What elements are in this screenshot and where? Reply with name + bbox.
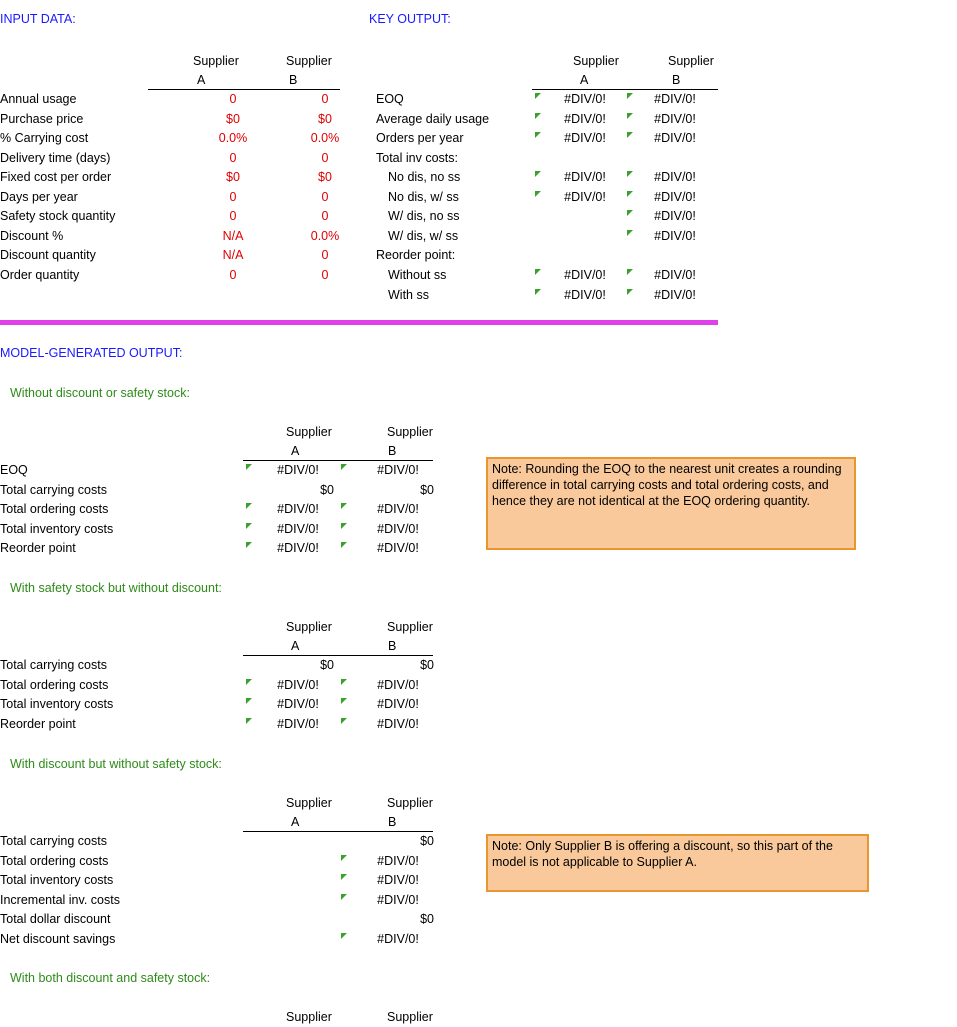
key-header-b: B — [672, 73, 681, 87]
key-header-supplier-b: Supplier — [668, 54, 714, 68]
m1-row-label: Reorder point — [0, 541, 76, 556]
m2-header-a: A — [291, 639, 300, 653]
comment-marker-icon[interactable] — [627, 113, 633, 119]
m1-row-label: Total ordering costs — [0, 502, 109, 517]
key-cell-b[interactable]: #DIV/0! — [654, 209, 696, 224]
comment-marker-icon[interactable] — [535, 269, 541, 275]
comment-marker-icon[interactable] — [535, 191, 541, 197]
input-cell-a[interactable]: 0 — [229, 92, 237, 106]
input-cell-a[interactable]: 0 — [229, 150, 237, 165]
comment-marker-icon[interactable] — [535, 171, 541, 177]
m3-cell-b[interactable]: #DIV/0! — [377, 931, 419, 946]
comment-marker-icon[interactable] — [627, 289, 633, 295]
input-cell-b[interactable]: 0.0% — [310, 131, 340, 146]
subsection-2-title: With safety stock but without discount: — [10, 581, 222, 595]
m3-row-label: Total carrying costs — [0, 834, 107, 848]
m3-row-label: Incremental inv. costs — [0, 892, 120, 907]
m3-header-supplier-a: Supplier — [286, 796, 332, 810]
key-row-label: Orders per year — [376, 131, 464, 146]
m1-row-label: Total carrying costs — [0, 482, 107, 497]
input-cell-b[interactable]: 0.0% — [310, 228, 340, 243]
m3-row-label: Net discount savings — [0, 931, 116, 946]
m3-header-a: A — [291, 815, 300, 829]
comment-marker-icon[interactable] — [341, 894, 347, 900]
key-cell-a[interactable]: #DIV/0! — [564, 92, 606, 106]
key-output-title: KEY OUTPUT: — [369, 12, 451, 26]
m2-cell-a[interactable]: #DIV/0! — [277, 697, 319, 712]
input-header-a: A — [197, 73, 206, 87]
m2-cell-a[interactable]: #DIV/0! — [277, 677, 319, 692]
m3-header-b: B — [388, 815, 397, 829]
input-cell-a[interactable]: N/A — [222, 248, 244, 263]
input-cell-a[interactable]: 0 — [229, 267, 237, 282]
m2-cell-b[interactable]: #DIV/0! — [377, 677, 419, 692]
m1-cell-b[interactable]: $0 — [420, 482, 434, 497]
key-cell-a[interactable]: #DIV/0! — [564, 189, 606, 204]
subsection-4-title: With both discount and safety stock: — [10, 971, 211, 985]
m2-row-label: Total carrying costs — [0, 658, 107, 672]
comment-marker-icon[interactable] — [341, 698, 347, 704]
comment-marker-icon[interactable] — [246, 464, 252, 470]
input-row-label: Annual usage — [0, 92, 77, 106]
m1-header-a: A — [291, 444, 300, 458]
input-row-label: Order quantity — [0, 267, 80, 282]
comment-marker-icon[interactable] — [341, 679, 347, 685]
comment-marker-icon[interactable] — [246, 542, 252, 548]
m1-header-supplier-b: Supplier — [387, 425, 433, 439]
comment-marker-icon[interactable] — [246, 679, 252, 685]
input-header-supplier-a: Supplier — [193, 54, 239, 68]
comment-marker-icon[interactable] — [627, 210, 633, 216]
comment-marker-icon[interactable] — [627, 230, 633, 236]
m1-header-b: B — [388, 444, 397, 458]
m3-cell-b[interactable]: #DIV/0! — [377, 853, 419, 868]
key-cell-a[interactable]: #DIV/0! — [564, 170, 606, 185]
comment-marker-icon[interactable] — [341, 542, 347, 548]
key-row-label: Total inv costs: — [376, 150, 458, 165]
subsection-3-title: With discount but without safety stock: — [10, 757, 222, 771]
m3-header-supplier-b: Supplier — [387, 796, 433, 810]
m2-header-supplier-b: Supplier — [387, 620, 433, 634]
input-row-label: Fixed cost per order — [0, 170, 112, 185]
m2-header-b: B — [388, 639, 397, 653]
input-cell-b[interactable]: 0 — [321, 248, 329, 263]
input-row-label: Purchase price — [0, 111, 84, 126]
comment-marker-icon[interactable] — [627, 191, 633, 197]
input-cell-b[interactable]: $0 — [318, 111, 332, 126]
m2-row-label: Total ordering costs — [0, 677, 109, 692]
input-cell-b[interactable]: 0 — [321, 150, 329, 165]
input-row-label: Discount quantity — [0, 248, 96, 263]
comment-marker-icon[interactable] — [246, 718, 252, 724]
m1-cell-b[interactable]: #DIV/0! — [377, 463, 419, 477]
key-row-label: With ss — [388, 287, 429, 302]
key-row-label: No dis, w/ ss — [388, 189, 459, 204]
comment-marker-icon[interactable] — [627, 171, 633, 177]
m2-header-supplier-a: Supplier — [286, 620, 332, 634]
subsection-1-title: Without discount or safety stock: — [10, 386, 190, 400]
key-cell-b[interactable]: #DIV/0! — [654, 111, 696, 126]
input-cell-a[interactable]: $0 — [226, 111, 240, 126]
key-row-label: W/ dis, no ss — [388, 209, 460, 224]
comment-marker-icon[interactable] — [341, 855, 347, 861]
m3-row-label: Total dollar discount — [0, 912, 111, 927]
m3-cell-b[interactable]: $0 — [420, 834, 434, 848]
section-divider — [0, 320, 718, 325]
key-cell-b[interactable]: #DIV/0! — [654, 267, 696, 282]
m4-header-supplier-a: Supplier — [286, 1010, 332, 1024]
input-row-label: Safety stock quantity — [0, 209, 116, 224]
m1-cell-a[interactable]: #DIV/0! — [277, 463, 319, 477]
comment-marker-icon[interactable] — [341, 933, 347, 939]
comment-marker-icon[interactable] — [341, 523, 347, 529]
m3-row-label: Total inventory costs — [0, 873, 114, 888]
key-row-label: Reorder point: — [376, 248, 456, 263]
m1-cell-a[interactable]: $0 — [320, 482, 334, 497]
m3-cell-b[interactable]: #DIV/0! — [377, 892, 419, 907]
m1-cell-b[interactable]: #DIV/0! — [377, 502, 419, 517]
m3-cell-b[interactable]: #DIV/0! — [377, 873, 419, 888]
key-row-label: Average daily usage — [376, 111, 490, 126]
comment-marker-icon[interactable] — [341, 503, 347, 509]
m2-cell-b[interactable]: #DIV/0! — [377, 697, 419, 712]
key-header-supplier-a: Supplier — [573, 54, 619, 68]
input-row-label: Days per year — [0, 189, 78, 204]
m2-row-label: Reorder point — [0, 716, 76, 731]
note-discount-b-only: Note: Only Supplier B is offering a discount, so this part of the model is not applicable to Supplier A. — [486, 834, 869, 892]
key-row-label: W/ dis, w/ ss — [388, 228, 459, 243]
input-cell-a[interactable]: 0 — [229, 209, 237, 224]
comment-marker-icon[interactable] — [535, 113, 541, 119]
key-row-label: No dis, no ss — [388, 170, 461, 185]
input-cell-b[interactable]: $0 — [318, 170, 332, 185]
comment-marker-icon[interactable] — [341, 718, 347, 724]
input-row-label: Discount % — [0, 228, 64, 243]
input-cell-a[interactable]: N/A — [222, 228, 244, 243]
m3-cell-b[interactable]: $0 — [420, 912, 434, 927]
input-header-supplier-b: Supplier — [286, 54, 332, 68]
comment-marker-icon[interactable] — [535, 93, 541, 99]
m1-header-supplier-a: Supplier — [286, 425, 332, 439]
m4-header-supplier-b: Supplier — [387, 1010, 433, 1024]
input-cell-a[interactable]: $0 — [226, 170, 240, 185]
m3-row-label: Total ordering costs — [0, 853, 109, 868]
comment-marker-icon[interactable] — [627, 269, 633, 275]
note-eoq-rounding: Note: Rounding the EOQ to the nearest unit creates a rounding difference in total carrying costs and total ordering costs, and hence they are not identical at the EOQ ordering quantity. — [486, 457, 856, 550]
m2-cell-a[interactable]: #DIV/0! — [277, 716, 319, 731]
key-cell-a[interactable]: #DIV/0! — [564, 267, 606, 282]
m1-cell-a[interactable]: #DIV/0! — [277, 541, 319, 556]
input-header-b: B — [289, 73, 298, 87]
m1-cell-a[interactable]: #DIV/0! — [277, 502, 319, 517]
comment-marker-icon[interactable] — [246, 523, 252, 529]
comment-marker-icon[interactable] — [341, 464, 347, 470]
comment-marker-icon[interactable] — [535, 132, 541, 138]
key-cell-b[interactable]: #DIV/0! — [654, 92, 696, 106]
m1-cell-a[interactable]: #DIV/0! — [277, 521, 319, 536]
input-row-label: % Carrying cost — [0, 131, 89, 146]
input-cell-b[interactable]: 0 — [321, 189, 329, 204]
m1-row-label: EOQ — [0, 463, 28, 477]
key-row-label: EOQ — [376, 92, 404, 106]
m1-cell-b[interactable]: #DIV/0! — [377, 521, 419, 536]
key-cell-b[interactable]: #DIV/0! — [654, 170, 696, 185]
comment-marker-icon[interactable] — [341, 874, 347, 880]
key-row-label: Without ss — [388, 267, 447, 282]
input-cell-a[interactable]: 0 — [229, 189, 237, 204]
key-header-a: A — [580, 73, 589, 87]
input-cell-b[interactable]: 0 — [321, 209, 329, 224]
m1-cell-b[interactable]: #DIV/0! — [377, 541, 419, 556]
key-cell-b[interactable]: #DIV/0! — [654, 287, 696, 302]
m2-cell-b[interactable]: #DIV/0! — [377, 716, 419, 731]
input-data-title: INPUT DATA: — [0, 12, 76, 26]
comment-marker-icon[interactable] — [627, 93, 633, 99]
m1-row-label: Total inventory costs — [0, 521, 114, 536]
m2-row-label: Total inventory costs — [0, 697, 114, 712]
comment-marker-icon[interactable] — [535, 289, 541, 295]
key-cell-b[interactable]: #DIV/0! — [654, 228, 696, 243]
input-cell-b[interactable]: 0 — [321, 267, 329, 282]
key-cell-b[interactable]: #DIV/0! — [654, 189, 696, 204]
input-cell-b[interactable]: 0 — [321, 92, 329, 106]
input-cell-a[interactable]: 0.0% — [218, 131, 248, 146]
key-cell-a[interactable]: #DIV/0! — [564, 287, 606, 302]
m2-cell-b[interactable]: $0 — [420, 658, 434, 672]
model-output-title: MODEL-GENERATED OUTPUT: — [0, 346, 183, 360]
key-cell-b[interactable]: #DIV/0! — [654, 131, 696, 146]
input-row-label: Delivery time (days) — [0, 150, 111, 165]
key-cell-a[interactable]: #DIV/0! — [564, 111, 606, 126]
comment-marker-icon[interactable] — [246, 503, 252, 509]
comment-marker-icon[interactable] — [627, 132, 633, 138]
m2-cell-a[interactable]: $0 — [320, 658, 334, 672]
comment-marker-icon[interactable] — [246, 698, 252, 704]
key-cell-a[interactable]: #DIV/0! — [564, 131, 606, 146]
